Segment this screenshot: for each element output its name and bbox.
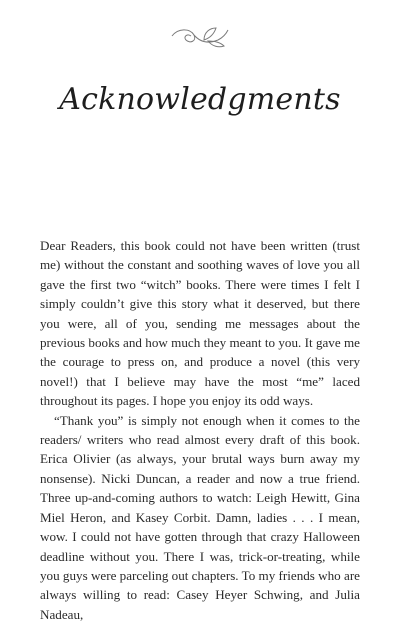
body-text [40,236,360,624]
floral-flourish-icon [168,22,232,52]
page-title: Acknowledgments [59,82,341,117]
paragraph: Dear Readers, this book could not have been written (trust me) without the constant and soothing waves of love you all gave the first two “witch” books. There were times I felt I simply couldn’t give this story what it deserved, but there you were, all of you, sending me messages about the previous books and how much they meant to you. It gave me the courage to press on, and produce a novel (this very novel!) that I believe may have the most “me” laced throughout its pages. I hope you enjoy its odd ways. [40,238,360,409]
paragraph: “Thank you” is simply not enough when it comes to the readers/ writers who read almost every draft of this book. Erica Olivier (as always, your brutal ways burn away my nonsense). Nicki Duncan, a reader and now a true friend. Three up-and-coming authors to watch: Leigh Hewitt, Gina Miel Heron, and Kasey Corbit. Damn, ladies . . . I mean, wow. I could not have gotten through that crazy Halloween deadline without you. There I was, trick-or-treating, while you guys were parceling out chapters. To my friends who are always willing to read: Casey Heyer Schwing, and Julia Nadeau, [40,412,360,622]
